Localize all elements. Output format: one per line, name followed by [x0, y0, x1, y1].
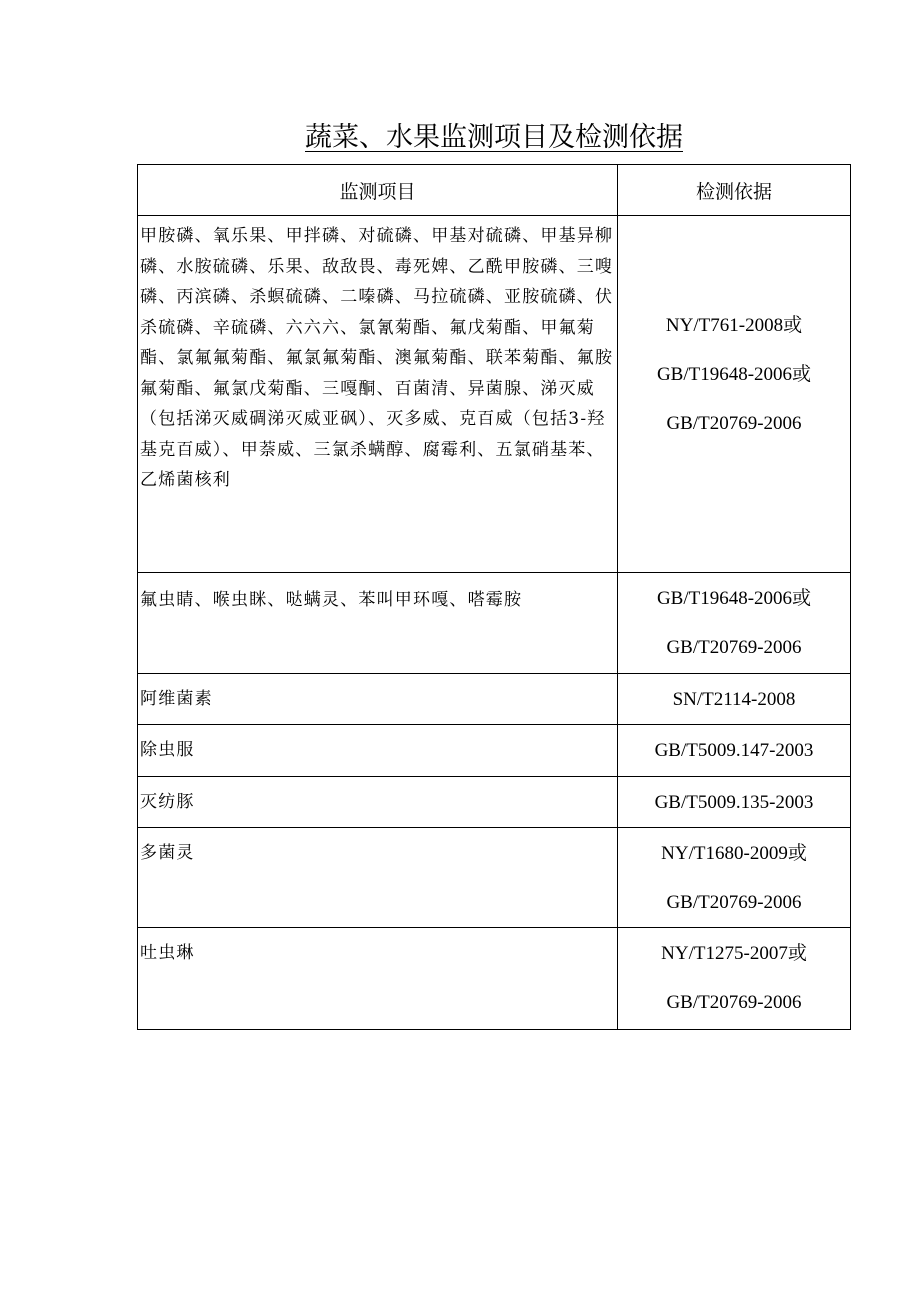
- monitoring-item-cell: 灭纺豚: [138, 777, 618, 828]
- basis-text: SN/T2114-2008: [672, 689, 796, 710]
- basis-cell: [618, 828, 851, 928]
- basis-text: GB/T20769-2006: [666, 413, 802, 434]
- basis-text: GB/T20769-2006: [666, 992, 802, 1013]
- table-header-row: [138, 165, 851, 216]
- column-header-item: 监测项目: [138, 165, 618, 216]
- basis-text: GB/T5009.147-2003: [654, 740, 814, 761]
- monitoring-item-cell: 甲胺磷、氧乐果、甲拌磷、对硫磷、甲基对硫磷、甲基异柳磷、水胺硫磷、乐果、敌敌畏、毒死婢、乙酰甲胺磷、三嗖磷、丙滨磷、杀螟硫磷、二嗪磷、马拉硫磷、亚胺硫磷、伏杀硫磷、辛硫磷、六六六、氯氰菊酯、氟戊菊酯、甲氟菊酯、氯氟氟菊酯、氟氯氟菊酯、澳氟菊酯、联苯菊酯、氟胺氟菊酯、氟氯戊菊酯、三嘎酮、百菌清、异菌腺、涕灭威（包括涕灭威碉涕灭威亚砜）、灭多威、克百威（包括3-羟基克百威）、甲萘威、三氯杀螨醇、腐霉利、五氯硝基苯、乙烯菌核利: [138, 216, 618, 573]
- table-row: [138, 725, 851, 777]
- basis-text: GB/T5009.135-2003: [654, 792, 814, 813]
- table-row: [138, 216, 851, 573]
- basis-cell: [618, 674, 851, 725]
- basis-cell: [618, 928, 851, 1030]
- table-row: [138, 777, 851, 828]
- basis-text: GB/T19648-2006或: [656, 364, 812, 385]
- monitoring-item-cell: 阿维菌素: [138, 674, 618, 725]
- basis-text: NY/T1275-2007或: [661, 943, 807, 964]
- table-row: [138, 828, 851, 928]
- table-row: [138, 573, 851, 674]
- monitoring-item-cell: 氟虫睛、喉虫眯、哒螨灵、苯叫甲环嘎、嗒霉胺: [138, 573, 618, 674]
- basis-text: GB/T20769-2006: [666, 637, 802, 658]
- table-row: [138, 928, 851, 1030]
- basis-text: NY/T761-2008或: [665, 315, 803, 336]
- monitoring-item-cell: 多菌灵: [138, 828, 618, 928]
- table-row: [138, 674, 851, 725]
- basis-cell: [618, 725, 851, 777]
- column-header-basis: 检测依据: [618, 165, 851, 216]
- monitoring-item-cell: 吐虫琳: [138, 928, 618, 1030]
- basis-text: GB/T19648-2006或: [656, 588, 812, 609]
- basis-cell: [618, 216, 851, 573]
- monitoring-item-cell: 除虫服: [138, 725, 618, 777]
- page-title: 蔬菜、水果监测项目及检测依据: [305, 122, 683, 153]
- basis-text: NY/T1680-2009或: [661, 843, 807, 864]
- basis-cell: [618, 777, 851, 828]
- basis-text: GB/T20769-2006: [666, 892, 802, 913]
- monitoring-table: [137, 164, 851, 1030]
- basis-cell: [618, 573, 851, 674]
